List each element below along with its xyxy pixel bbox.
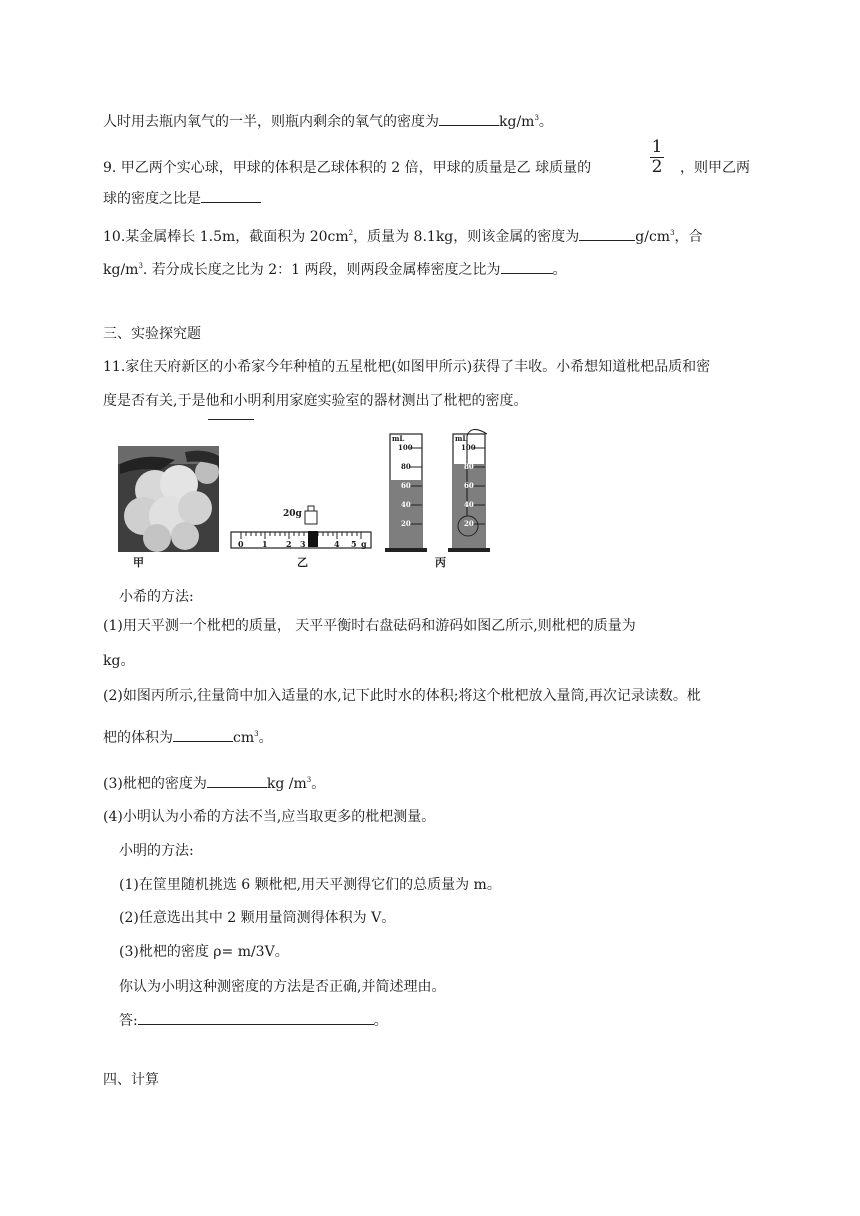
q10-text: 10.某金属棒长 1.5m，截面积为 20cm bbox=[103, 229, 349, 245]
cylinder-tick: 20 bbox=[401, 519, 411, 528]
punct: 。 bbox=[258, 730, 273, 746]
cylinder-1-water bbox=[390, 480, 422, 548]
weight-20g bbox=[305, 511, 317, 524]
step-2-text: 杷的体积为 bbox=[103, 730, 173, 746]
caption-jia: 甲 bbox=[133, 556, 144, 569]
ming-step-2: (2)任意选出其中 2 颗用量筒测得体积为 V。 bbox=[119, 910, 396, 926]
scale-tick-label: 3 bbox=[300, 539, 306, 549]
cylinder-tick: 60 bbox=[464, 481, 474, 490]
unit-text: g/cm bbox=[635, 229, 671, 245]
cylinder-tick: 60 bbox=[401, 481, 411, 490]
xiao-xi-method-heading: 小希的方法: bbox=[119, 589, 194, 605]
answer-blank[interactable] bbox=[439, 113, 499, 126]
answer-blank[interactable] bbox=[173, 729, 233, 742]
scale-tick-label: 0 bbox=[238, 539, 244, 549]
weight-label: 20g bbox=[283, 509, 302, 519]
punct: 。 bbox=[373, 1013, 388, 1029]
fraction-denominator: 2 bbox=[651, 157, 663, 177]
step-1-line-2 bbox=[103, 651, 134, 671]
cylinder-tick: 80 bbox=[464, 462, 474, 471]
q10-text-2: ，质量为 8.1kg，则该金属的密度为 bbox=[353, 229, 580, 245]
step-3-line bbox=[103, 770, 325, 794]
q9-text-end: ，则甲乙两 bbox=[680, 160, 750, 176]
q10-line-1 bbox=[103, 223, 703, 247]
exponent: 3 bbox=[254, 730, 259, 738]
answer-blank[interactable] bbox=[207, 775, 267, 788]
q9-line-2 bbox=[103, 189, 261, 209]
q9-text-2: 球的密度之比是 bbox=[103, 191, 201, 207]
cylinder-tick: 100 bbox=[398, 443, 413, 452]
exponent: 2 bbox=[348, 229, 354, 237]
unit-text: cm bbox=[233, 730, 255, 746]
q8-tail-line bbox=[103, 108, 553, 132]
q11-line-1 bbox=[103, 357, 710, 377]
step-2-line-2 bbox=[103, 724, 273, 748]
step-2-line-1: (2)如图丙所示,往量筒中加入适量的水,记下此时水的体积;将这个枇杷放入量筒,再次记录读数。枇 bbox=[103, 688, 701, 704]
answer-line bbox=[119, 1011, 388, 1031]
scale-tick-label: g bbox=[361, 539, 367, 549]
scale-tick-label: 5 bbox=[351, 539, 357, 549]
exponent: 3 bbox=[306, 776, 312, 784]
q9-line-1 bbox=[103, 158, 591, 178]
question-ask: 你认为小明这种测密度的方法是否正确,并简述理由。 bbox=[119, 979, 446, 995]
ming-step-1: (1)在筐里随机挑选 6 颗枇杷,用天平测得它们的总质量为 m。 bbox=[119, 877, 501, 893]
scale-tick-label: 4 bbox=[334, 539, 340, 549]
cylinder-tick: 100 bbox=[461, 443, 476, 452]
q8-text: 人时用去瓶内氧气的一半，则瓶内剩余的氧气的密度为 bbox=[103, 114, 439, 130]
fraction-one-half bbox=[646, 138, 668, 177]
unit-text: kg /m bbox=[266, 776, 307, 792]
step-4-line: (4)小明认为小希的方法不当,应当取更多的枇杷测量。 bbox=[103, 809, 436, 825]
q11-text: 11.家住天府新区的小希家今年种植的五星枇杷(如图甲所示)获得了丰收。小希想知道枇杷品质和密 bbox=[103, 359, 711, 375]
cylinder-unit: mL bbox=[392, 434, 405, 443]
answer-blank[interactable] bbox=[201, 190, 261, 203]
punct: 。 bbox=[552, 262, 567, 278]
exponent: 3 bbox=[670, 229, 675, 237]
q11-text-2: 度是否有关,于是他和小明利用家庭实验室的器材测出了枇杷的密度。 bbox=[103, 393, 528, 409]
q10-text-3: ，合 bbox=[674, 229, 703, 245]
punct: 。 bbox=[538, 114, 553, 130]
cylinder-tick: 40 bbox=[401, 500, 411, 509]
answer-blank[interactable] bbox=[138, 1012, 374, 1025]
section-heading-4: 四、计算 bbox=[103, 1072, 159, 1088]
scale-tick-label: 2 bbox=[286, 539, 292, 549]
q10-text-4: . 若分成长度之比为 2：1 两段，则两段金属棒密度之比为 bbox=[142, 262, 501, 278]
xiao-ming-method-heading: 小明的方法: bbox=[119, 843, 194, 859]
experiment-figure bbox=[115, 412, 515, 572]
answer-blank[interactable] bbox=[501, 261, 553, 274]
cylinder-unit: mL bbox=[455, 434, 468, 443]
cylinder-tick: 40 bbox=[464, 500, 474, 509]
unit-text: kg/m bbox=[499, 114, 535, 130]
step-1-unit: kg。 bbox=[103, 653, 135, 669]
exponent: 3 bbox=[534, 114, 539, 122]
ming-step-3: (3)枇杷的密度 ρ= m/3V。 bbox=[119, 944, 289, 960]
scale-tick-label: 1 bbox=[262, 539, 268, 549]
answer-blank[interactable] bbox=[579, 228, 635, 241]
cylinder-tick: 80 bbox=[401, 462, 411, 471]
caption-bing: 丙 bbox=[435, 556, 446, 569]
q9-text: 9. 甲乙两个实心球，甲球的体积是乙球体积的 2 倍，甲球的质量是乙 球质量的 bbox=[103, 160, 592, 176]
exponent: 3 bbox=[138, 262, 143, 270]
loquat-photo bbox=[118, 446, 219, 552]
punct: 。 bbox=[311, 776, 326, 792]
q9-line-1-end bbox=[680, 158, 750, 178]
unit-text: kg/m bbox=[103, 262, 139, 278]
q11-line-2 bbox=[103, 391, 527, 411]
rider-weight bbox=[308, 531, 318, 541]
fraction-numerator: 1 bbox=[651, 137, 663, 157]
step-3-text: (3)枇杷的密度为 bbox=[103, 776, 207, 792]
answer-label: 答: bbox=[119, 1013, 138, 1029]
step-1-line-1: (1)用天平测一个枇杷的质量， 天平平衡时右盘砝码和游码如图乙所示,则枇杷的质量为 bbox=[103, 618, 636, 634]
section-heading-3: 三、实验探究题 bbox=[103, 326, 201, 342]
q10-line-2 bbox=[103, 256, 567, 280]
cylinder-tick: 20 bbox=[464, 519, 474, 528]
caption-yi: 乙 bbox=[297, 556, 308, 569]
